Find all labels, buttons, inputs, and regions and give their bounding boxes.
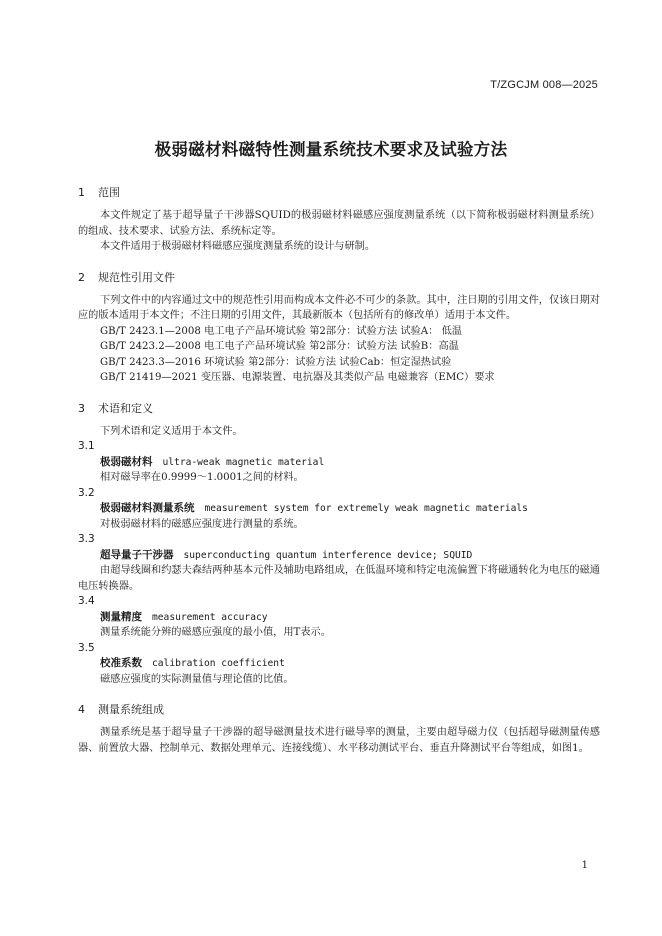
term-number: 3.4 <box>78 595 95 607</box>
paragraph: 本文件适用于极弱磁材料磁感应强度测量系统的设计与研制。 <box>100 241 376 252</box>
reference-item: GB/T 2423.2—2008 电工电子产品环境试验 第2部分：试验方法 试验B：高温 <box>100 341 459 352</box>
term-number: 3.5 <box>78 641 95 654</box>
page-number: 1 <box>581 860 588 871</box>
section-heading-terms <box>78 400 600 418</box>
section-heading-system-composition <box>78 701 600 719</box>
term-definition: 磁感应强度的实际测量值与理论值的比值。 <box>100 673 294 685</box>
term-title <box>78 548 600 564</box>
reference-item: GB/T 2423.1—2008 电工电子产品环境试验 第2部分：试验方法 试验A： 低温 <box>100 325 462 337</box>
section-number: 2 <box>78 270 85 284</box>
term-en: calibration coefficient <box>152 658 285 669</box>
term-title <box>78 610 600 626</box>
paragraph: 下列文件中的内容通过文中的规范性引用而构成本文件必不可少的条款。其中，注日期的引用文件，仅该日期对应的版本适用于本文件；不注日期的引用文件，其最新版本（包括所有的修改单）适用于本文件。 <box>78 294 600 321</box>
section-heading-normative-references <box>78 269 600 287</box>
section-title: 术语和定义 <box>98 401 153 415</box>
term-definition: 由超导线圈和约瑟夫森结两种基本元件及辅助电路组成，在低温环境和特定电流偏置下将磁通转化为电压的磁通电压转换器。 <box>78 565 600 592</box>
paragraph: 测量系统是基于超导量子干涉器的超导磁测量技术进行磁导率的测量，主要由超导磁力仪（包括超导磁测量传感器、前置放大器、控制单元、数据处理单元、连接线缆）、水平移动测试平台、垂直升降测试平台等组成，如图1。 <box>78 727 600 754</box>
document-title: 极弱磁材料磁特性测量系统技术要求及试验方法 <box>154 140 508 159</box>
section-number: 1 <box>78 186 85 199</box>
term-title <box>78 455 600 471</box>
reference-item: GB/T 21419—2021 变压器、电源装置、电抗器及其类似产品 电磁兼容（EMC）要求 <box>100 372 495 383</box>
term-number: 3.3 <box>78 533 95 545</box>
paragraph: 本文件规定了基于超导量子干涉器SQUID的极弱磁材料磁感应强度测量系统（以下简称极弱磁材料测量系统）的组成、技术要求、试验方法、系统标定等。 <box>78 210 600 237</box>
term-definition: 对极弱磁材料的磁感应强度进行测量的系统。 <box>100 518 304 530</box>
term-title <box>78 656 600 672</box>
term-title <box>78 501 600 517</box>
term-definition: 测量系统能分辨的磁感应强度的最小值，用T表示。 <box>100 627 331 638</box>
paragraph: 下列术语和定义适用于本文件。 <box>100 425 243 437</box>
section-title: 测量系统组成 <box>98 703 164 716</box>
term-en: ultra-weak magnetic material <box>162 456 325 468</box>
term-en: measurement system for extremely weak magnetic materials <box>204 503 528 514</box>
term-zh: 极弱磁材料 <box>100 455 153 468</box>
section-title: 范围 <box>98 186 120 199</box>
reference-item: GB/T 2423.3—2016 环境试验 第2部分：试验方法 试验Cab：恒定湿热试验 <box>100 356 452 368</box>
document-body <box>78 184 600 756</box>
term-number: 3.1 <box>78 440 95 452</box>
term-definition: 相对磁导率在0.9999～1.0001之间的材料。 <box>100 472 304 483</box>
term-zh: 校准系数 <box>100 657 142 669</box>
term-zh: 超导量子干涉器 <box>100 548 174 561</box>
document-code: T/ZGCJM 008—2025 <box>490 79 598 91</box>
term-en: superconducting quantum interference device; SQUID <box>183 549 473 561</box>
term-zh: 测量精度 <box>100 610 142 623</box>
section-number: 3 <box>78 401 85 415</box>
term-zh: 极弱磁材料测量系统 <box>100 502 195 514</box>
section-heading-scope <box>78 184 600 202</box>
term-number: 3.2 <box>78 486 95 499</box>
term-en: measurement accuracy <box>152 611 268 623</box>
section-title: 规范性引用文件 <box>98 270 175 284</box>
section-number: 4 <box>78 703 85 716</box>
